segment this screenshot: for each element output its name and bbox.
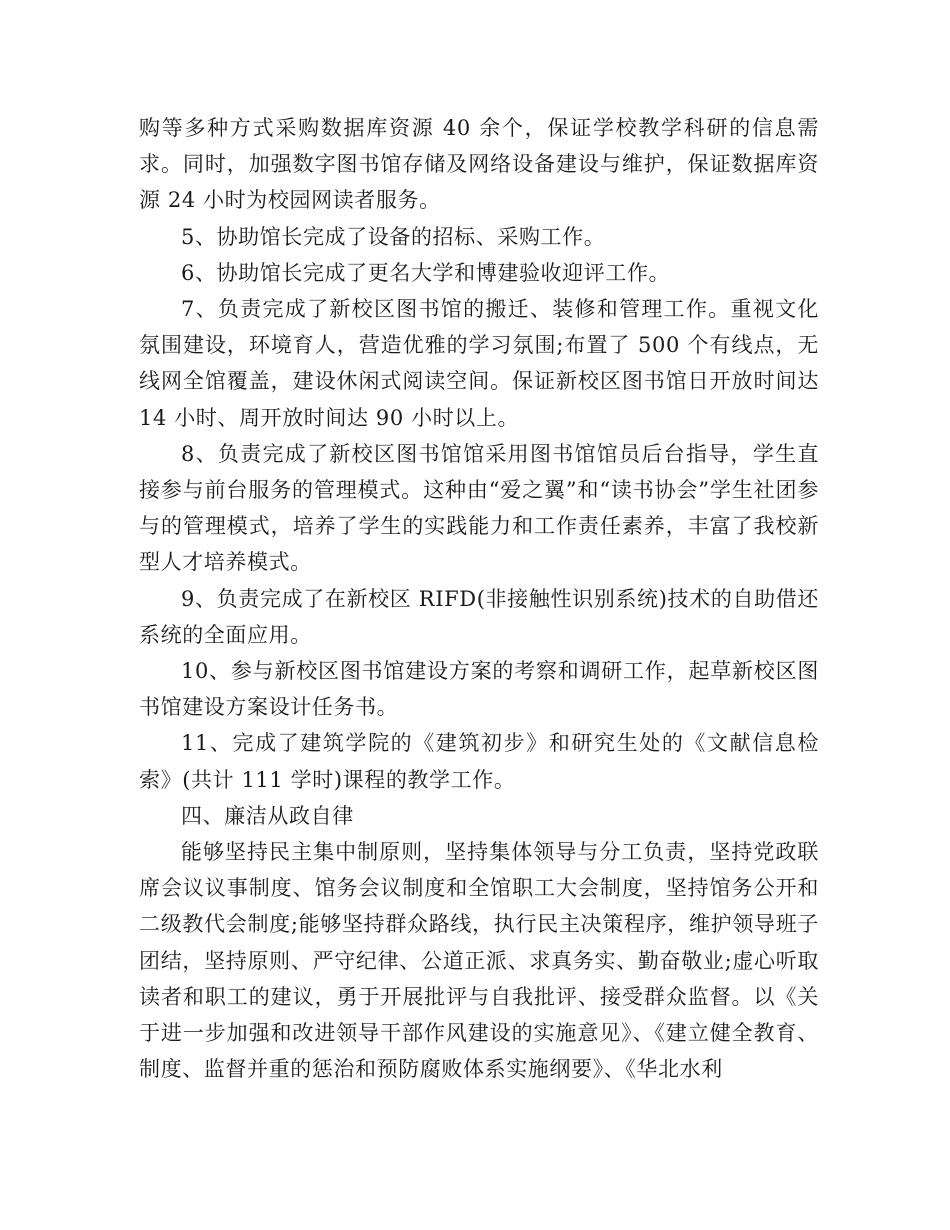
paragraph-item-11: 11、完成了建筑学院的《建筑初步》和研究生处的《文献信息检索》(共计 111 学时)课程的教学工作。 bbox=[139, 731, 819, 792]
paragraph-continuation: 购等多种方式采购数据库资源 40 余个，保证学校教学科研的信息需求。同时，加强数字图书馆存储及网络设备建设与维护，保证数据库资源 24 小时为校园网读者服务。 bbox=[139, 116, 819, 213]
document-body bbox=[139, 110, 819, 1087]
paragraph-item-10: 10、参与新校区图书馆建设方案的考察和调研工作，起草新校区图书馆建设方案设计任务书。 bbox=[139, 659, 819, 720]
paragraph-item-7: 7、负责完成了新校区图书馆的搬迁、装修和管理工作。重视文化氛围建设，环境育人，营造优雅的学习氛围;布置了 500 个有线点，无线网全馆覆盖，建设休闲式阅读空间。保证新校区图书馆日开放时间达 14 小时、周开放时间达 90 小时以上。 bbox=[139, 297, 819, 430]
paragraph-item-8: 8、负责完成了新校区图书馆馆采用图书馆馆员后台指导，学生直接参与前台服务的管理模式。这种由“爱之翼”和“读书协会”学生社团参与的管理模式，培养了学生的实践能力和工作责任素养，丰富了我校新型人才培养模式。 bbox=[139, 441, 819, 575]
section-heading-integrity: 四、廉洁从政自律 bbox=[181, 803, 354, 828]
paragraph-item-6: 6、协助馆长完成了更名大学和博建验收迎评工作。 bbox=[181, 260, 671, 285]
paragraph-item-5: 5、协助馆长完成了设备的招标、采购工作。 bbox=[181, 224, 606, 249]
paragraph-integrity-body: 能够坚持民主集中制原则，坚持集体领导与分工负责，坚持党政联席会议议事制度、馆务会议制度和全馆职工大会制度，坚持馆务公开和二级教代会制度;能够坚持群众路线，执行民主决策程序，维护领导班子团结，坚持原则、严守纪律、公道正派、求真务实、勤奋敬业;虚心听取读者和职工的建议，勇于开展批评与自我批评、接受群众监督。以《关于进一步加强和改进领导干部作风建设的实施意见》、《建立健全教育、制度、监督并重的惩治和预防腐败体系实施纲要》、《华北水利 bbox=[139, 840, 819, 1082]
paragraph-item-9: 9、负责完成了在新校区 RIFD(非接触性识别系统)技术的自助借还系统的全面应用。 bbox=[139, 586, 819, 647]
